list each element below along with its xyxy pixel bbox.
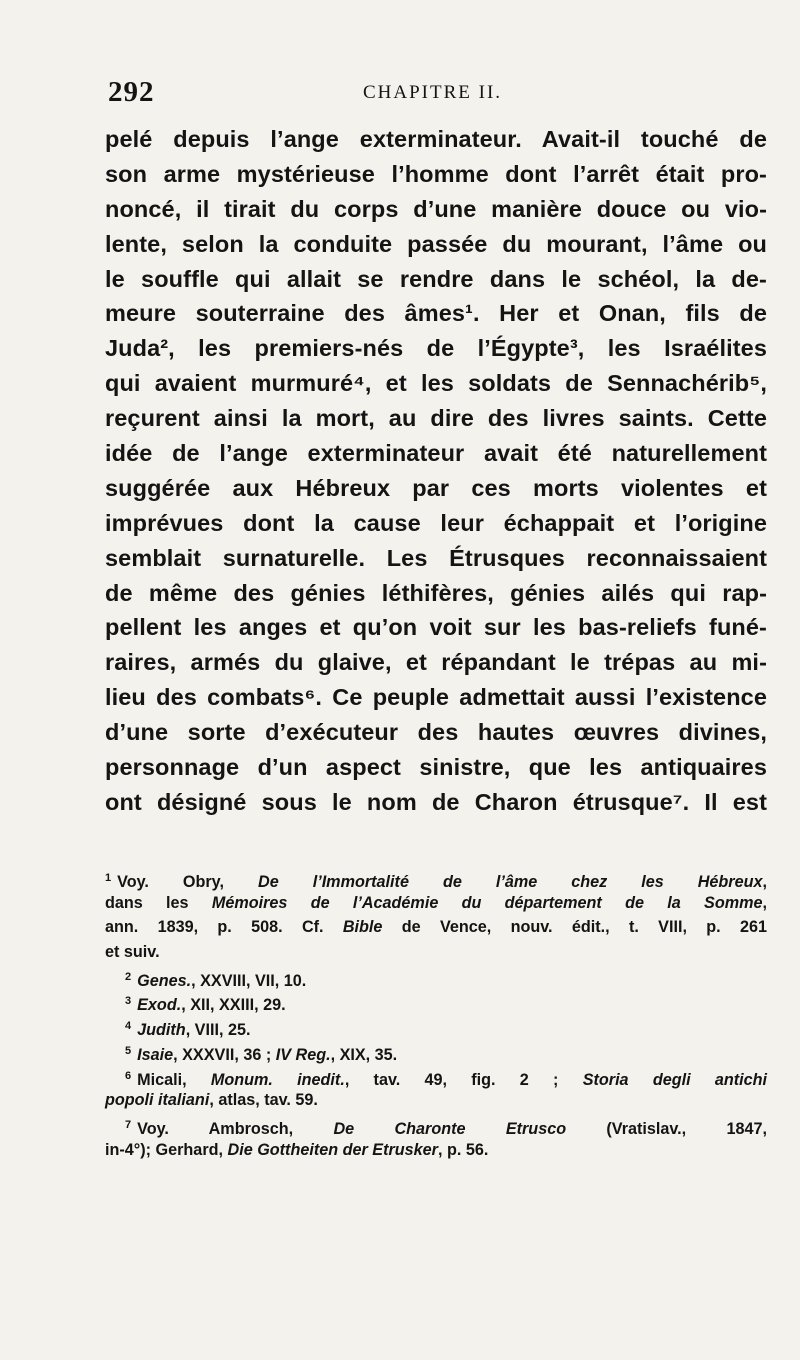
page-header bbox=[108, 76, 768, 116]
footnote-7: $^7$ Voy. Ambrosch, De Charonte Etrusco (Vratislav., 1847, bbox=[125, 1118, 767, 1138]
text-line: pelé depuis l’ange exterminateur. Avait-il touché de bbox=[105, 126, 767, 152]
body-text bbox=[105, 122, 767, 820]
text-line: meure souterraine des âmes¹. Her et Onan, fils de bbox=[105, 300, 767, 327]
text-line: son arme mystérieuse l’homme dont l’arrêt était pro- bbox=[105, 160, 767, 187]
text-line: lente, selon la conduite passée du mourant, l’âme ou bbox=[105, 230, 767, 257]
footnote-1-cont: et suiv. bbox=[105, 943, 160, 962]
footnotes bbox=[105, 866, 767, 1162]
text-line: de même des génies léthifères, génies ailés qui rap- bbox=[105, 579, 767, 606]
footnote-4: $^4$ Judith, VIII, 25. bbox=[125, 1020, 251, 1040]
running-head: CHAPITRE II. bbox=[363, 82, 503, 103]
page-number: 292 bbox=[108, 76, 155, 108]
footnote-2: $^2$ Genes., XXVIII, VII, 10. bbox=[125, 970, 307, 990]
text-line: idée de l’ange exterminateur avait été naturellement bbox=[105, 440, 767, 467]
text-line: le souffle qui allait se rendre dans le schéol, la de- bbox=[105, 265, 767, 292]
text-line: personnage d’un aspect sinistre, que les antiquaires bbox=[105, 754, 767, 781]
text-line: reçurent ainsi la mort, au dire des livres saints. Cette bbox=[105, 405, 767, 432]
text-line: qui avaient murmuré⁴, et les soldats de Sennachérib⁵, bbox=[105, 370, 767, 397]
text-line: suggérée aux Hébreux par ces morts violentes et bbox=[105, 474, 767, 501]
footnote-6-cont: popoli italiani, atlas, tav. 59. bbox=[105, 1091, 318, 1110]
text-line: raires, armés du glaive, et répandant le trépas au mi- bbox=[105, 649, 767, 676]
footnote-1: $^1$ Voy. Obry, De l’Immortalité de l’âme chez les Hébreux, bbox=[105, 872, 767, 891]
text-line: d’une sorte d’exécuteur des hautes œuvres divines, bbox=[105, 719, 767, 746]
text-line: semblait surnaturelle. Les Étrusques reconnaissaient bbox=[105, 544, 767, 571]
footnote-7-cont: in-4°); Gerhard, Die Gottheiten der Etrusker, p. 56. bbox=[105, 1140, 489, 1159]
footnote-3: $^3$ Exod., XII, XXIII, 29. bbox=[125, 995, 286, 1015]
footnote-6: $^6$ Micali, Monum. inedit., tav. 49, fig. 2 ; Storia degli antichi bbox=[125, 1069, 768, 1089]
text-line: lieu des combats⁶. Ce peuple admettait aussi l’existence bbox=[105, 684, 767, 711]
footnote-1-cont: dans les Mémoires de l’Académie du département de la Somme, bbox=[105, 893, 767, 912]
text-line: ont désigné sous le nom de Charon étrusque⁷. Il est bbox=[105, 788, 767, 815]
text-line: imprévues dont la cause leur échappait et l’origine bbox=[105, 509, 767, 536]
text-line: Juda², les premiers-nés de l’Égypte³, les Israélites bbox=[105, 335, 767, 362]
footnote-1-cont: ann. 1839, p. 508. Cf. Bible de Vence, nouv. édit., t. VIII, p. 261 bbox=[105, 918, 767, 937]
text-line: noncé, il tirait du corps d’une manière douce ou vio- bbox=[105, 195, 767, 222]
text-line: pellent les anges et qu’on voit sur les bas-reliefs funé- bbox=[105, 614, 767, 641]
footnote-5: $^5$ Isaie, XXXVII, 36 ; IV Reg., XIX, 35. bbox=[125, 1044, 398, 1064]
